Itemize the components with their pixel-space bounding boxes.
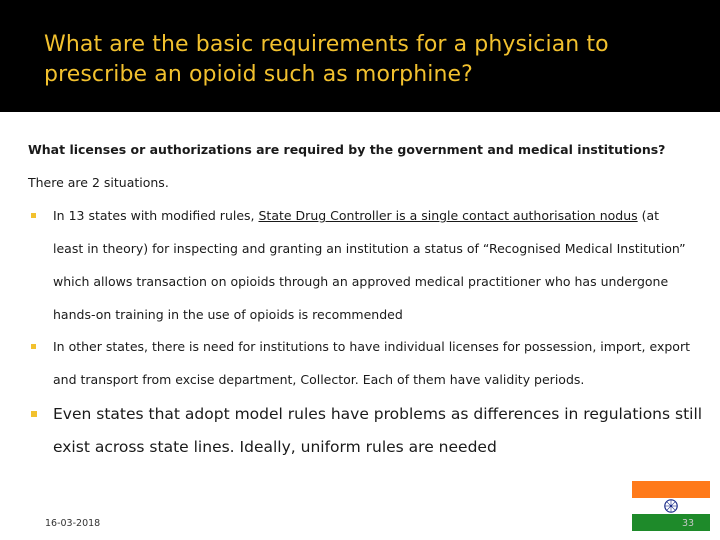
bullet-1-underlined-text: State Drug Controller is a single contact authorisation nodus xyxy=(258,208,638,223)
flag-green-band xyxy=(632,514,710,531)
bullet-marker xyxy=(31,213,36,218)
india-flag-icon xyxy=(632,481,710,531)
bullet-item-2 xyxy=(53,330,693,396)
ashoka-chakra-icon xyxy=(663,498,679,514)
title-bar xyxy=(0,0,720,112)
bullet-3-text: Even states that adopt model rules have problems as differences in regulations still exist across state lines. Ideally, uniform rules are needed xyxy=(53,405,703,456)
slide-date: 16-03-2018 xyxy=(45,518,101,529)
bullet-1-text-end: (at least in theory) for inspecting and granting an institution a status of “Recognised Medical Institution” which allows transaction on opioids through an approved medical practitioner who has undergone hands-on training in the use of opioids is recommended xyxy=(53,208,686,322)
bullet-marker xyxy=(31,411,37,417)
slide-subtitle: What licenses or authorizations are required by the government and medical institutions? xyxy=(28,142,666,157)
flag-saffron-band xyxy=(632,481,710,498)
bullet-1-text-start: In 13 states with modified rules, xyxy=(53,208,259,223)
bullet-2-text: In other states, there is need for institutions to have individual licenses for possession, import, export and transport from excise department, Collector. Each of them have validity periods. xyxy=(53,339,690,387)
intro-text: There are 2 situations. xyxy=(28,175,169,190)
bullet-item-3 xyxy=(53,398,703,464)
slide-title: What are the basic requirements for a physician to prescribe an opioid such as morphine? xyxy=(44,32,609,87)
page-number: 33 xyxy=(682,518,695,529)
bullet-item-1 xyxy=(53,199,693,331)
bullet-marker xyxy=(31,344,36,349)
